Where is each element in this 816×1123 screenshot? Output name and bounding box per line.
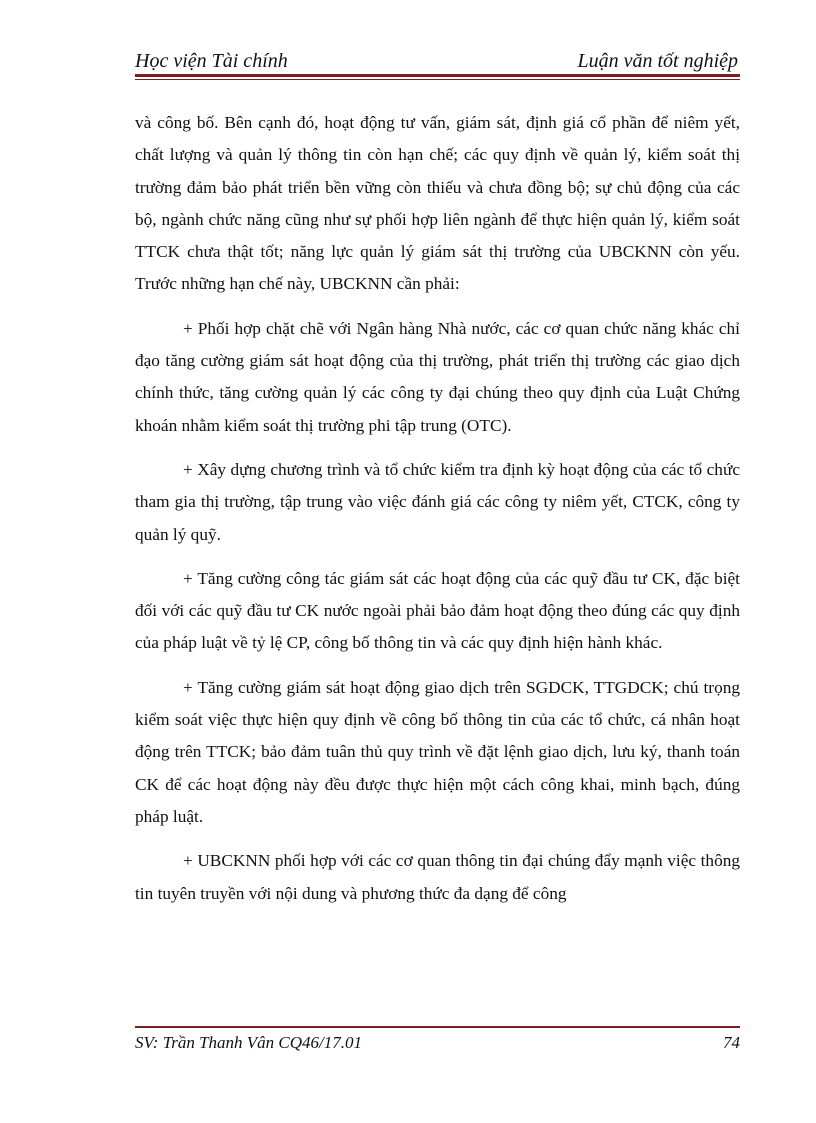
footer-page-number: 74 (723, 1033, 740, 1052)
page-header (135, 49, 740, 75)
header-rule-thick (135, 74, 740, 77)
header-rule-thin (135, 79, 740, 80)
header-document-type: Luận văn tốt nghiệp (577, 50, 738, 72)
paragraph-item-3: + Tăng cường công tác giám sát các hoạt động của các quỹ đầu tư CK, đặc biệt đối với các quỹ đầu tư CK nước ngoài phải bảo đảm hoạt động theo đúng các quy định của pháp luật về tỷ lệ CP, công bố thông tin và các quy định hiện hành khác. (135, 568, 740, 653)
header-institution: Học viện Tài chính (135, 50, 288, 72)
paragraph-item-5: + UBCKNN phối hợp với các cơ quan thông tin đại chúng đẩy mạnh việc thông tin tuyên truyền với nội dung và phương thức đa dạng để công (135, 851, 740, 903)
footer-rule (135, 1026, 740, 1028)
body-text (135, 107, 740, 910)
footer-student-info: SV: Trần Thanh Vân CQ46/17.01 (135, 1033, 363, 1052)
paragraph-item-2: + Xây dựng chương trình và tổ chức kiểm tra định kỳ hoạt động của các tổ chức tham gia thị trường, tập trung vào việc đánh giá các công ty niêm yết, CTCK, công ty quản lý quỹ. (135, 459, 740, 544)
paragraph-continuation: và công bố. Bên cạnh đó, hoạt động tư vấn, giám sát, định giá cổ phần để niêm yết, chất lượng và quản lý thông tin còn hạn chế; các quy định về quản lý, kiểm soát thị trường đảm bảo phát triển bền vững còn thiếu và chưa đồng bộ; sự chủ động của các bộ, ngành chức năng cũng như sự phối hợp liên ngành để thực hiện quản lý, kiểm soát TTCK chưa thật tốt; năng lực quản lý giám sát thị trường của UBCKNN còn yếu. Trước những hạn chế này, UBCKNN cần phải: (135, 113, 740, 294)
paragraph-item-1: + Phối hợp chặt chẽ với Ngân hàng Nhà nước, các cơ quan chức năng khác chỉ đạo tăng cường giám sát hoạt động của thị trường, phát triển thị trường các giao dịch chính thức, tăng cường quản lý các công ty đại chúng theo quy định của Luật Chứng khoán nhằm kiểm soát thị trường phi tập trung (OTC). (135, 318, 740, 435)
paragraph-item-4: + Tăng cường giám sát hoạt động giao dịch trên SGDCK, TTGDCK; chú trọng kiểm soát việc thực hiện quy định về công bố thông tin của các tổ chức, cá nhân hoạt động trên TTCK; bảo đảm tuân thủ quy trình về đặt lệnh giao dịch, lưu ký, thanh toán CK để các hoạt động này đều được thực hiện một cách công khai, minh bạch, đúng pháp luật. (135, 677, 740, 826)
